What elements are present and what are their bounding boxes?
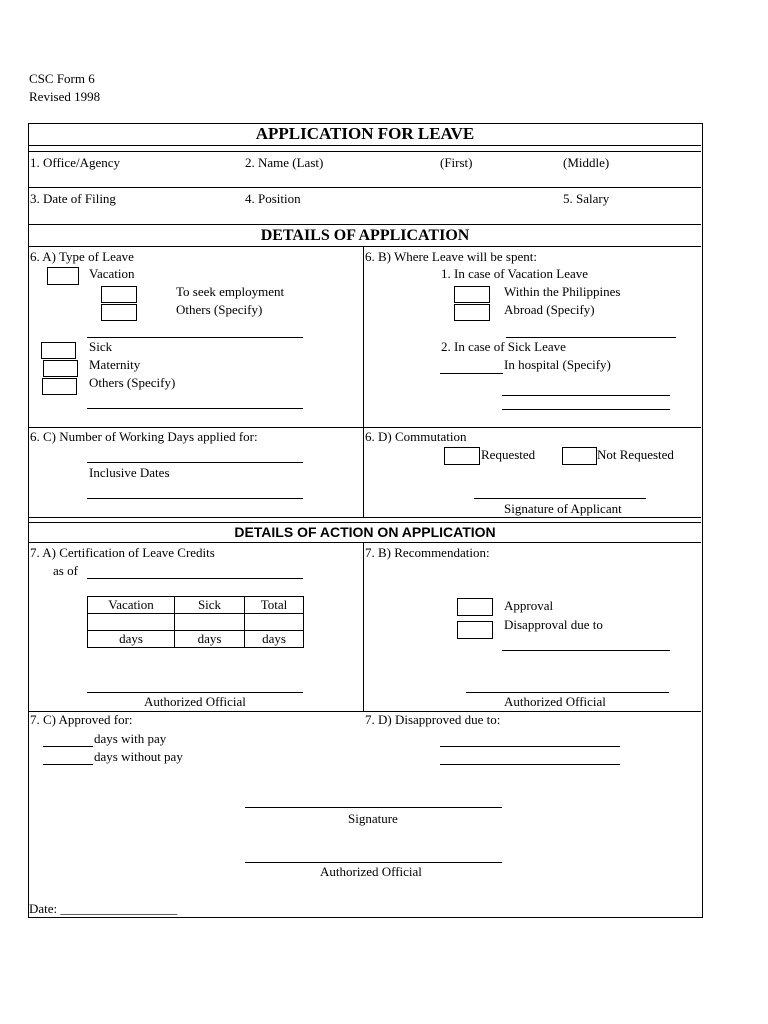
sick-label: Sick	[89, 339, 113, 354]
days-without-pay-line[interactable]	[43, 764, 93, 765]
final-official-line[interactable]	[245, 862, 502, 863]
column-divider	[363, 542, 364, 711]
divider	[29, 151, 701, 152]
disapproved-reason-line-1[interactable]	[440, 746, 620, 747]
others-leave-specify-line[interactable]	[87, 408, 303, 409]
divider	[29, 145, 701, 146]
divider	[29, 224, 701, 225]
not-requested-checkbox[interactable]	[562, 447, 597, 465]
disapproval-label: Disapproval due to	[504, 617, 603, 632]
action-title: DETAILS OF ACTION ON APPLICATION	[234, 524, 496, 540]
commutation-label: 6. D) Commutation	[365, 429, 467, 444]
as-of-line[interactable]	[87, 578, 303, 579]
form-revision: Revised 1998	[29, 89, 101, 104]
final-official-label: Authorized Official	[320, 864, 422, 879]
type-of-leave-label: 6. A) Type of Leave	[30, 249, 134, 264]
others-vacation-label: Others (Specify)	[176, 302, 263, 317]
seek-employment-label: To seek employment	[176, 284, 285, 299]
maternity-label: Maternity	[89, 357, 141, 372]
sick-days-unit: days	[175, 631, 245, 648]
in-hospital-label: In hospital (Specify)	[504, 357, 611, 372]
recommendation-official-line[interactable]	[466, 692, 669, 693]
vacation-column-header: Vacation	[88, 597, 175, 614]
requested-checkbox[interactable]	[444, 447, 480, 465]
divider	[29, 517, 701, 518]
maternity-checkbox[interactable]	[43, 360, 78, 377]
vacation-days-unit: days	[88, 631, 175, 648]
leave-credits-table	[87, 596, 304, 648]
vacation-label: Vacation	[89, 266, 135, 281]
approved-for-label: 7. C) Approved for:	[30, 712, 133, 727]
details-title: DETAILS OF APPLICATION	[260, 227, 470, 244]
others-vacation-specify-line[interactable]	[87, 337, 303, 338]
name-last-label: 2. Name (Last)	[245, 155, 324, 170]
abroad-label: Abroad (Specify)	[504, 302, 595, 317]
disapproval-checkbox[interactable]	[457, 621, 493, 639]
name-first-label: (First)	[440, 155, 473, 170]
divider	[29, 522, 701, 523]
total-credit-cell[interactable]	[245, 614, 304, 631]
column-divider	[363, 246, 364, 518]
recommendation-label: 7. B) Recommendation:	[365, 545, 490, 560]
sick-case-label: 2. In case of Sick Leave	[441, 339, 566, 354]
requested-label: Requested	[481, 447, 536, 462]
total-column-header: Total	[245, 597, 304, 614]
others-leave-checkbox[interactable]	[42, 378, 77, 395]
vacation-checkbox[interactable]	[47, 267, 79, 285]
certification-official-line[interactable]	[87, 692, 303, 693]
final-signature-label: Signature	[348, 811, 398, 826]
seek-employment-checkbox[interactable]	[101, 286, 137, 303]
applicant-signature-label: Signature of Applicant	[504, 501, 622, 516]
hospital-specify-line-2[interactable]	[502, 409, 670, 410]
as-of-label: as of	[53, 563, 78, 578]
where-spent-label: 6. B) Where Leave will be spent:	[365, 249, 537, 264]
sick-column-header: Sick	[175, 597, 245, 614]
vacation-case-label: 1. In case of Vacation Leave	[441, 266, 589, 281]
salary-label: 5. Salary	[563, 191, 610, 206]
recommendation-official-label: Authorized Official	[504, 694, 606, 709]
abroad-specify-line[interactable]	[506, 337, 676, 338]
in-hospital-blank-line[interactable]	[440, 373, 503, 374]
name-middle-label: (Middle)	[563, 155, 610, 170]
divider	[29, 427, 701, 428]
office-agency-label: 1. Office/Agency	[30, 155, 121, 170]
within-philippines-label: Within the Philippines	[504, 284, 621, 299]
within-philippines-checkbox[interactable]	[454, 286, 490, 303]
form-number: CSC Form 6	[29, 71, 95, 86]
sick-credit-cell[interactable]	[175, 614, 245, 631]
date-field[interactable]: Date: __________________	[29, 901, 178, 916]
others-vacation-checkbox[interactable]	[101, 304, 137, 321]
not-requested-label: Not Requested	[597, 447, 674, 462]
days-with-pay-line[interactable]	[43, 746, 93, 747]
disapproved-reason-line-2[interactable]	[440, 764, 620, 765]
table-row	[88, 631, 304, 648]
certification-official-label: Authorized Official	[144, 694, 246, 709]
vacation-credit-cell[interactable]	[88, 614, 175, 631]
inclusive-dates-line[interactable]	[87, 498, 303, 499]
certification-label: 7. A) Certification of Leave Credits	[30, 545, 215, 560]
working-days-line[interactable]	[87, 462, 303, 463]
disapproval-reason-line[interactable]	[502, 650, 670, 651]
abroad-checkbox[interactable]	[454, 304, 490, 321]
final-signature-line[interactable]	[245, 807, 502, 808]
sick-checkbox[interactable]	[41, 342, 76, 359]
inclusive-dates-label: Inclusive Dates	[89, 465, 170, 480]
divider	[29, 542, 701, 543]
others-leave-label: Others (Specify)	[89, 375, 176, 390]
days-with-pay-label: days with pay	[94, 731, 167, 746]
days-without-pay-label: days without pay	[94, 749, 183, 764]
divider	[29, 187, 701, 188]
working-days-label: 6. C) Number of Working Days applied for:	[30, 429, 258, 444]
form-title: APPLICATION FOR LEAVE	[255, 124, 475, 143]
disapproved-label: 7. D) Disapproved due to:	[365, 712, 501, 727]
applicant-signature-line[interactable]	[474, 498, 646, 499]
table-row	[88, 597, 304, 614]
divider	[29, 246, 701, 247]
table-row	[88, 614, 304, 631]
approval-label: Approval	[504, 598, 554, 613]
approval-checkbox[interactable]	[457, 598, 493, 616]
total-days-unit: days	[245, 631, 304, 648]
hospital-specify-line-1[interactable]	[502, 395, 670, 396]
date-of-filing-label: 3. Date of Filing	[30, 191, 116, 206]
position-label: 4. Position	[245, 191, 301, 206]
